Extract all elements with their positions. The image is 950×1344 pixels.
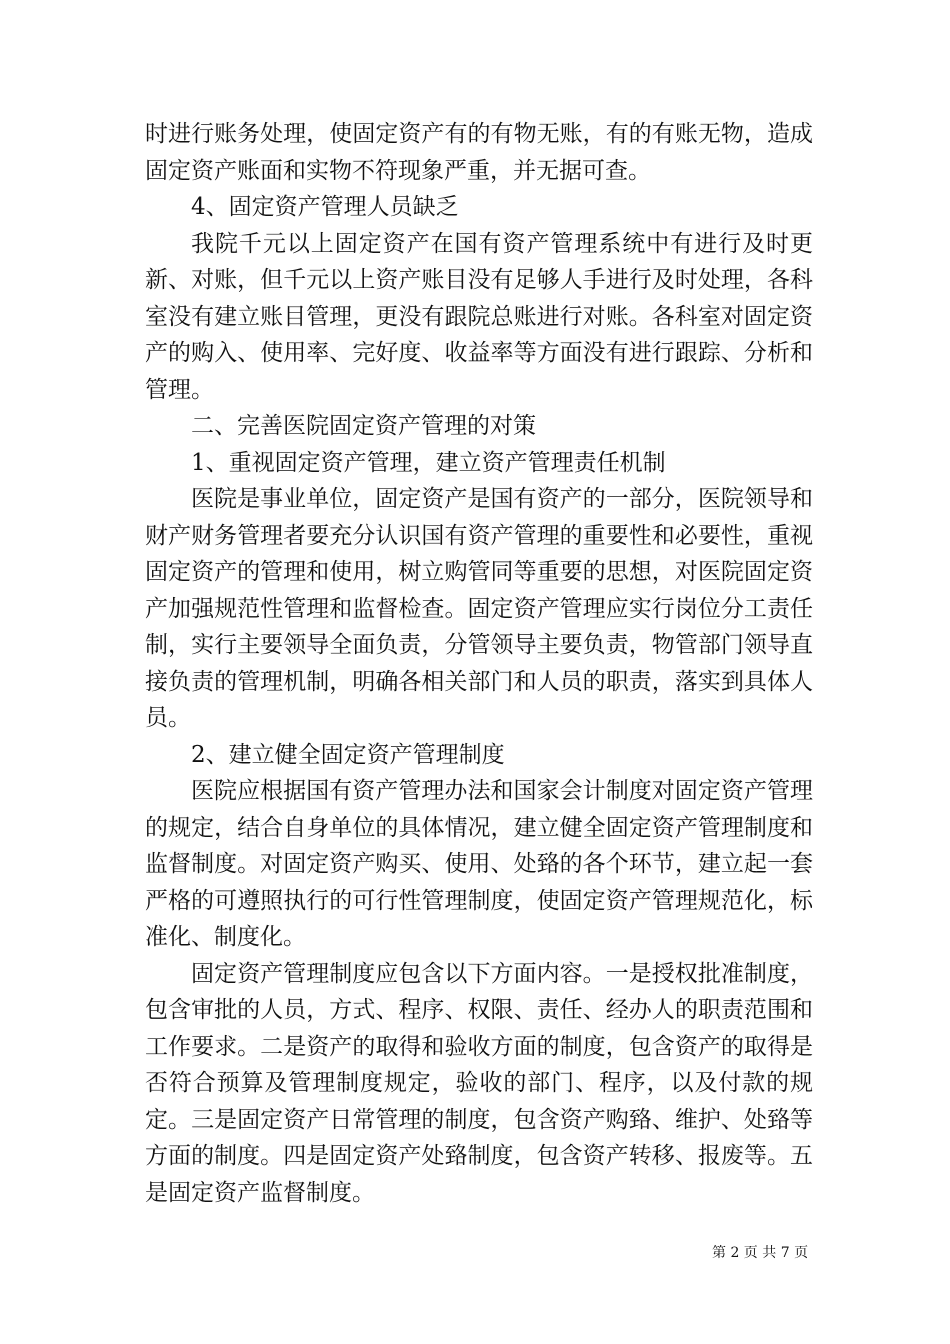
paragraph-continuation: 时进行账务处理，使固定资产有的有物无账，有的有账无物，造成固定资产账面和实物不符现象严重，并无据可查。 [145, 121, 813, 184]
section-heading-staff-shortage: 4、固定资产管理人员缺乏 [191, 194, 459, 220]
paragraph-staff-shortage: 我院千元以上固定资产在国有资产管理系统中有进行及时更新、对账，但千元以上资产账目没有足够人手进行及时处理，各科室没有建立账目管理，更没有跟院总账进行对账。各科室对固定资产的购入、使用率、完好度、收益率等方面没有进行跟踪、分析和管理。 [145, 230, 813, 403]
paragraph-management-system: 医院应根据国有资产管理办法和国家会计制度对固定资产管理的规定，结合自身单位的具体情况，建立健全固定资产管理制度和监督制度。对固定资产购买、使用、处臵的各个环节，建立起一套严格的可遵照执行的可行性管理制度，使固定资产管理规范化，标准化、制度化。 [145, 778, 813, 950]
section-heading-management-system: 2、建立健全固定资产管理制度 [191, 741, 505, 768]
paragraph-system-contents: 固定资产管理制度应包含以下方面内容。一是授权批准制度，包含审批的人员，方式、程序、权限、责任、经办人的职责范围和工作要求。二是资产的取得和验收方面的制度，包含资产的取得是否符合预算及管理制度规定，验收的部门、程序，以及付款的规定。三是固定资产日常管理的制度，包含资产购臵、维护、处臵等方面的制度。四是固定资产处臵制度，包含资产转移、报废等。五是固定资产监督制度。 [145, 960, 813, 1206]
section-heading-countermeasures: 二、完善医院固定资产管理的对策 [191, 413, 536, 439]
document-body [145, 116, 813, 1211]
paragraph-responsibility: 医院是事业单位，固定资产是国有资产的一部分，医院领导和财产财务管理者要充分认识国有资产管理的重要性和必要性，重视固定资产的管理和使用，树立购管同等重要的思想，对医院固定资产加强规范性管理和监督检查。固定资产管理应实行岗位分工责任制，实行主要领导全面负责，分管领导主要负责，物管部门领导直接负责的管理机制，明确各相关部门和人员的职责，落实到具体人员。 [145, 486, 813, 731]
section-heading-responsibility: 1、重视固定资产管理，建立资产管理责任机制 [191, 449, 666, 476]
page-number-footer: 第 2 页 共 7 页 [712, 1245, 809, 1261]
